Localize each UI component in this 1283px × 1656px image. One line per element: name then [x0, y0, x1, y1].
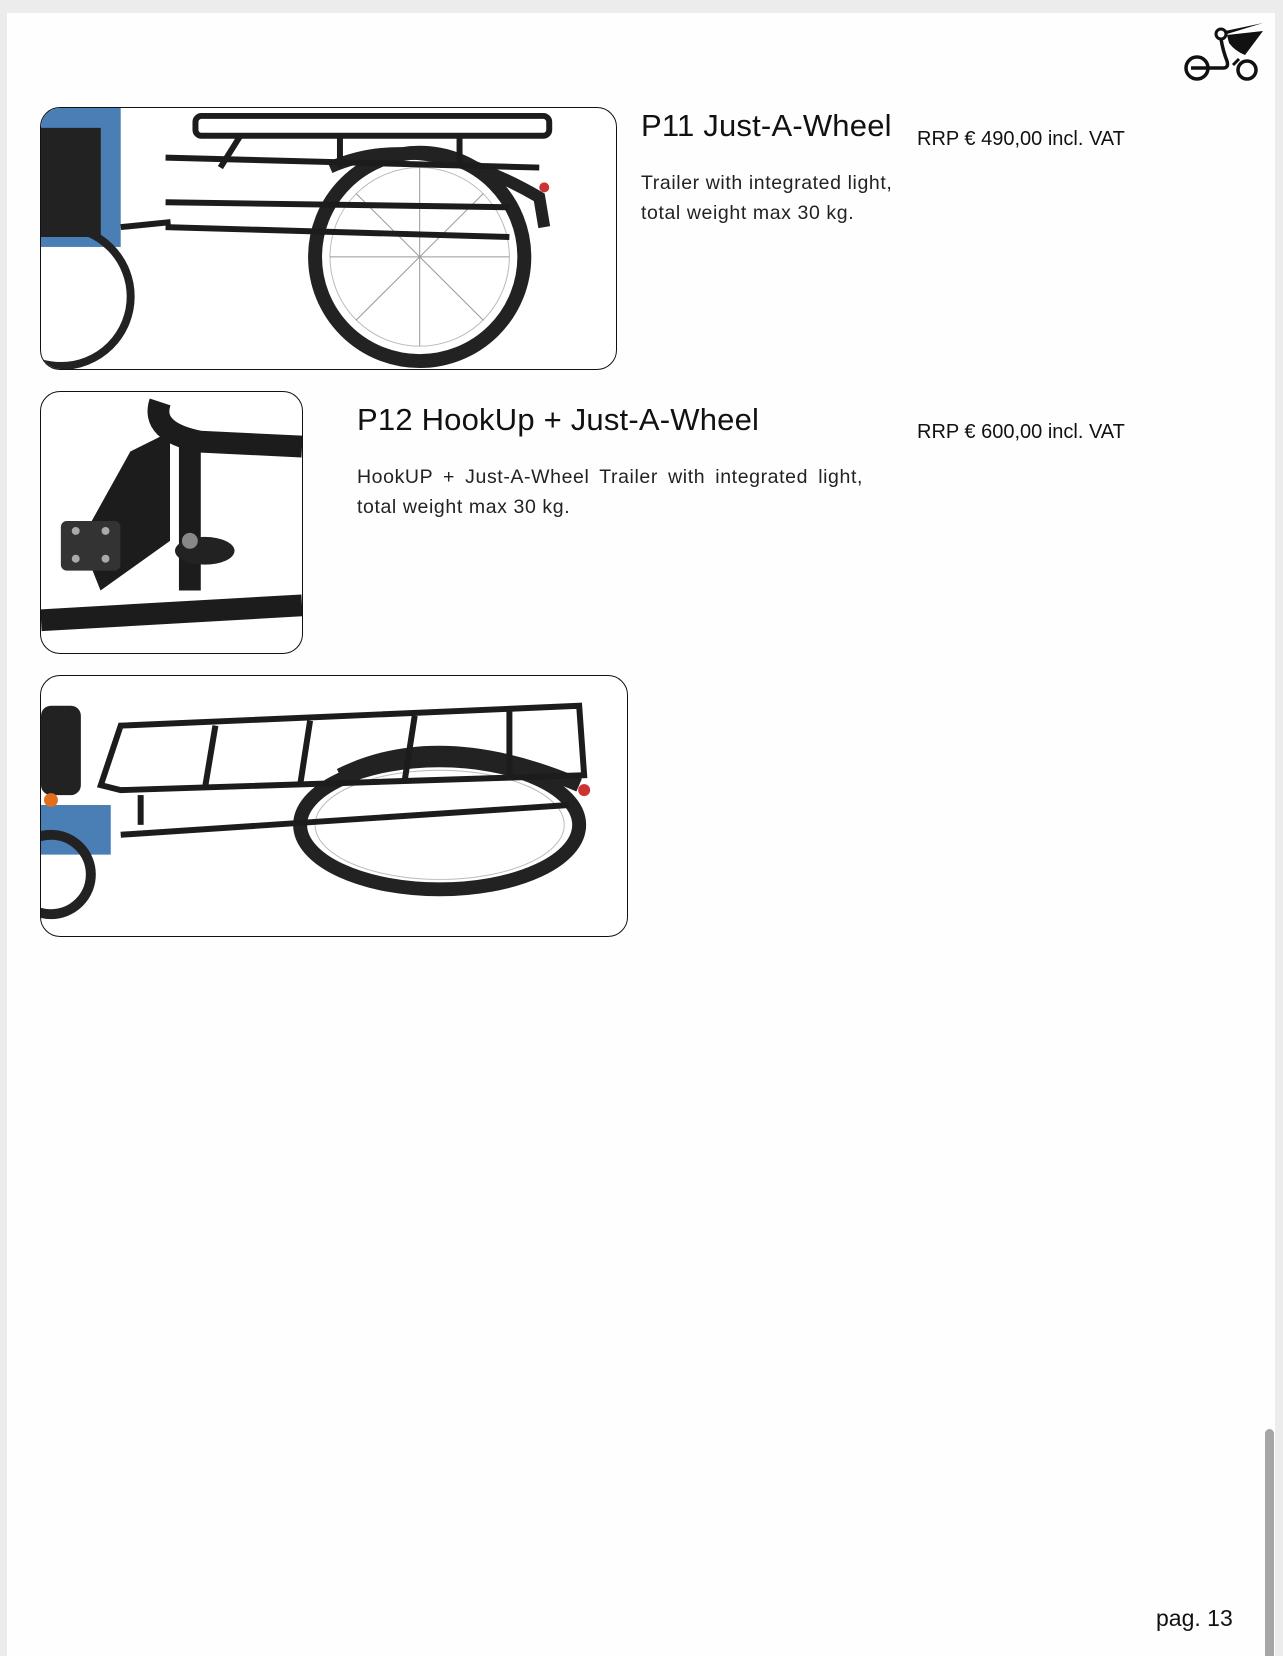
product-title: P12 HookUp + Just-A-Wheel [357, 402, 760, 437]
page-number: pag. 13 [1156, 1605, 1233, 1631]
pelican-bike-logo-icon [1183, 21, 1265, 83]
product-title: P11 Just-A-Wheel [641, 108, 892, 143]
product-image-p12-hookup [40, 391, 303, 654]
vertical-scrollbar[interactable] [1265, 1429, 1274, 1656]
product-description: Trailer with integrated light, total weight max 30 kg. [641, 172, 893, 224]
product-price: RRP € 600,00 incl. VAT [917, 421, 1125, 443]
product-price: RRP € 490,00 incl. VAT [917, 128, 1125, 150]
product-description: HookUP + Just-A-Wheel Trailer with integrated light, total weight max 30 kg. [357, 466, 863, 518]
product-image-p11-trailer [40, 107, 617, 370]
product-image-trailer-side [40, 675, 628, 937]
